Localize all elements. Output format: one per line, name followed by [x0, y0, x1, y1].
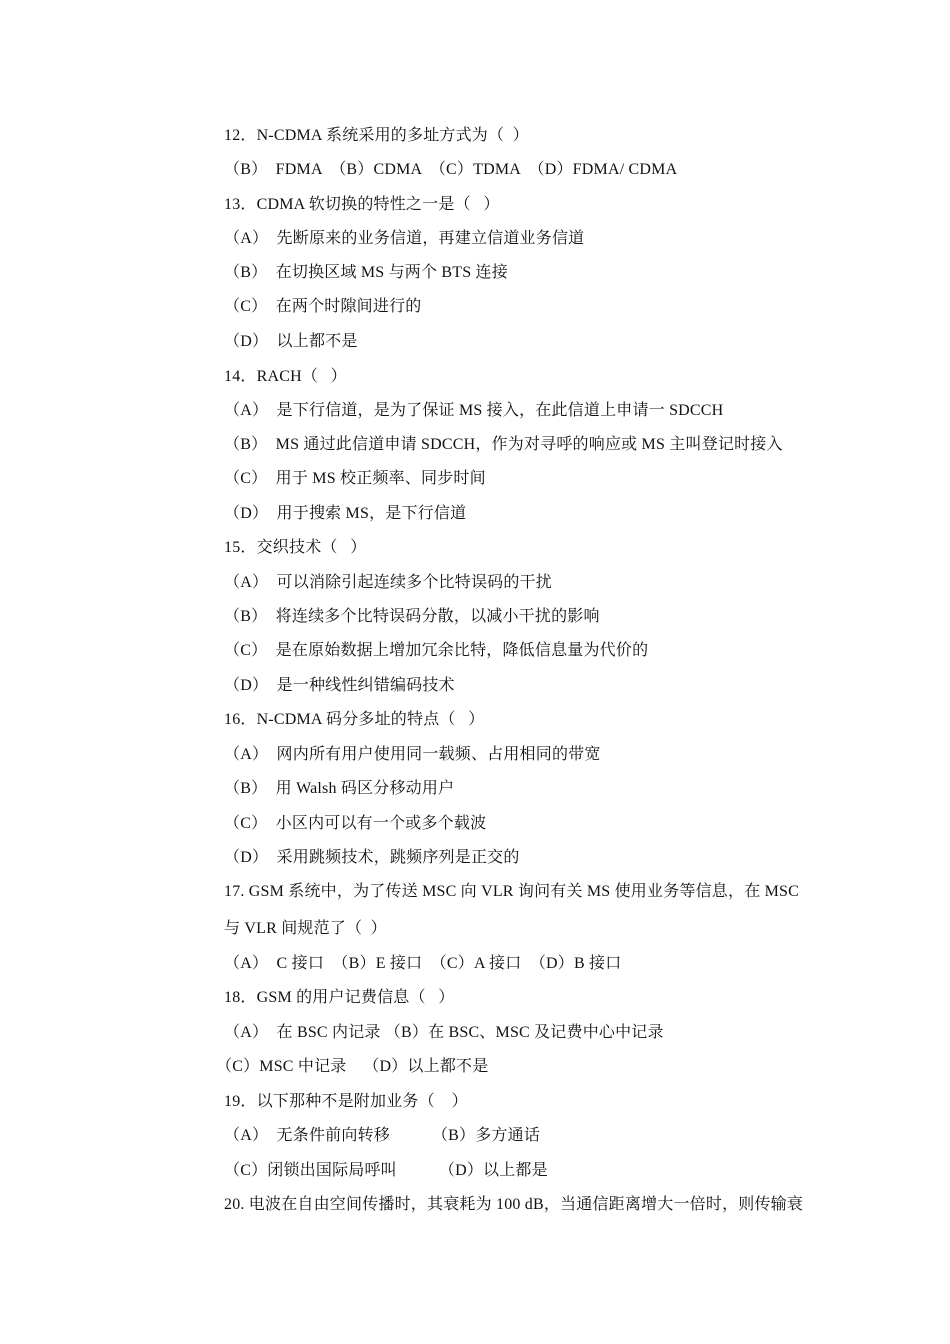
question-13-option-d: （D） 以上都不是: [224, 333, 358, 350]
question-13-option-a: （A） 先断原来的业务信道，再建立信道业务信道: [224, 230, 585, 247]
question-17-stem-line-2: 与 VLR 间规范了（ ）: [224, 920, 387, 937]
question-15-option-a: （A） 可以消除引起连续多个比特误码的干扰: [224, 574, 552, 591]
question-14-option-c: （C） 用于 MS 校正频率、同步时间: [224, 470, 486, 487]
question-17-stem-line-1: 17. GSM 系统中，为了传送 MSC 向 VLR 询问有关 MS 使用业务等信息，在 MSC: [224, 883, 799, 900]
question-14-stem: 14．RACH（ ）: [224, 368, 347, 385]
question-19-options-line-2: （C）闭锁出国际局呼叫 （D）以上都是: [224, 1162, 548, 1179]
question-16-option-b: （B） 用 Walsh 码区分移动用户: [224, 780, 455, 797]
question-15-option-c: （C） 是在原始数据上增加冗余比特，降低信息量为代价的: [224, 642, 649, 659]
question-15-stem: 15．交织技术（ ）: [224, 539, 367, 556]
question-16-option-d: （D） 采用跳频技术，跳频序列是正交的: [224, 849, 520, 866]
question-18-options-line-2: （C）MSC 中记录 （D）以上都不是: [216, 1058, 489, 1075]
question-13-option-b: （B） 在切换区域 MS 与两个 BTS 连接: [224, 264, 508, 281]
question-14-option-d: （D） 用于搜索 MS，是下行信道: [224, 505, 467, 522]
question-14-option-b: （B） MS 通过此信道申请 SDCCH，作为对寻呼的响应或 MS 主叫登记时接入: [224, 436, 783, 453]
question-19-stem: 19．以下那种不是附加业务（ ）: [224, 1093, 468, 1110]
question-16-option-c: （C） 小区内可以有一个或多个载波: [224, 815, 487, 832]
question-13-option-c: （C） 在两个时隙间进行的: [224, 298, 422, 315]
question-15-option-d: （D） 是一种线性纠错编码技术: [224, 677, 455, 694]
question-12-options: （B） FDMA （B）CDMA （C）TDMA （D）FDMA/ CDMA: [224, 161, 678, 178]
question-13-stem: 13．CDMA 软切换的特性之一是（ ）: [224, 196, 500, 213]
question-12-stem: 12．N-CDMA 系统采用的多址方式为（ ）: [224, 127, 529, 144]
question-17-options: （A） C 接口 （B）E 接口 （C）A 接口 （D）B 接口: [224, 955, 622, 972]
question-18-options-line-1: （A） 在 BSC 内记录 （B）在 BSC、MSC 及记费中心中记录: [224, 1024, 664, 1041]
question-18-stem: 18．GSM 的用户记费信息（ ）: [224, 989, 455, 1006]
question-16-stem: 16．N-CDMA 码分多址的特点（ ）: [224, 711, 485, 728]
question-14-option-a: （A） 是下行信道，是为了保证 MS 接入，在此信道上申请一 SDCCH: [224, 402, 724, 419]
question-20-stem: 20. 电波在自由空间传播时，其衰耗为 100 dB，当通信距离增大一倍时，则传输衰: [224, 1196, 804, 1213]
question-16-option-a: （A） 网内所有用户使用同一载频、占用相同的带宽: [224, 746, 601, 763]
question-19-options-line-1: （A） 无条件前向转移 （B）多方通话: [224, 1127, 541, 1144]
question-15-option-b: （B） 将连续多个比特误码分散，以减小干扰的影响: [224, 608, 600, 625]
